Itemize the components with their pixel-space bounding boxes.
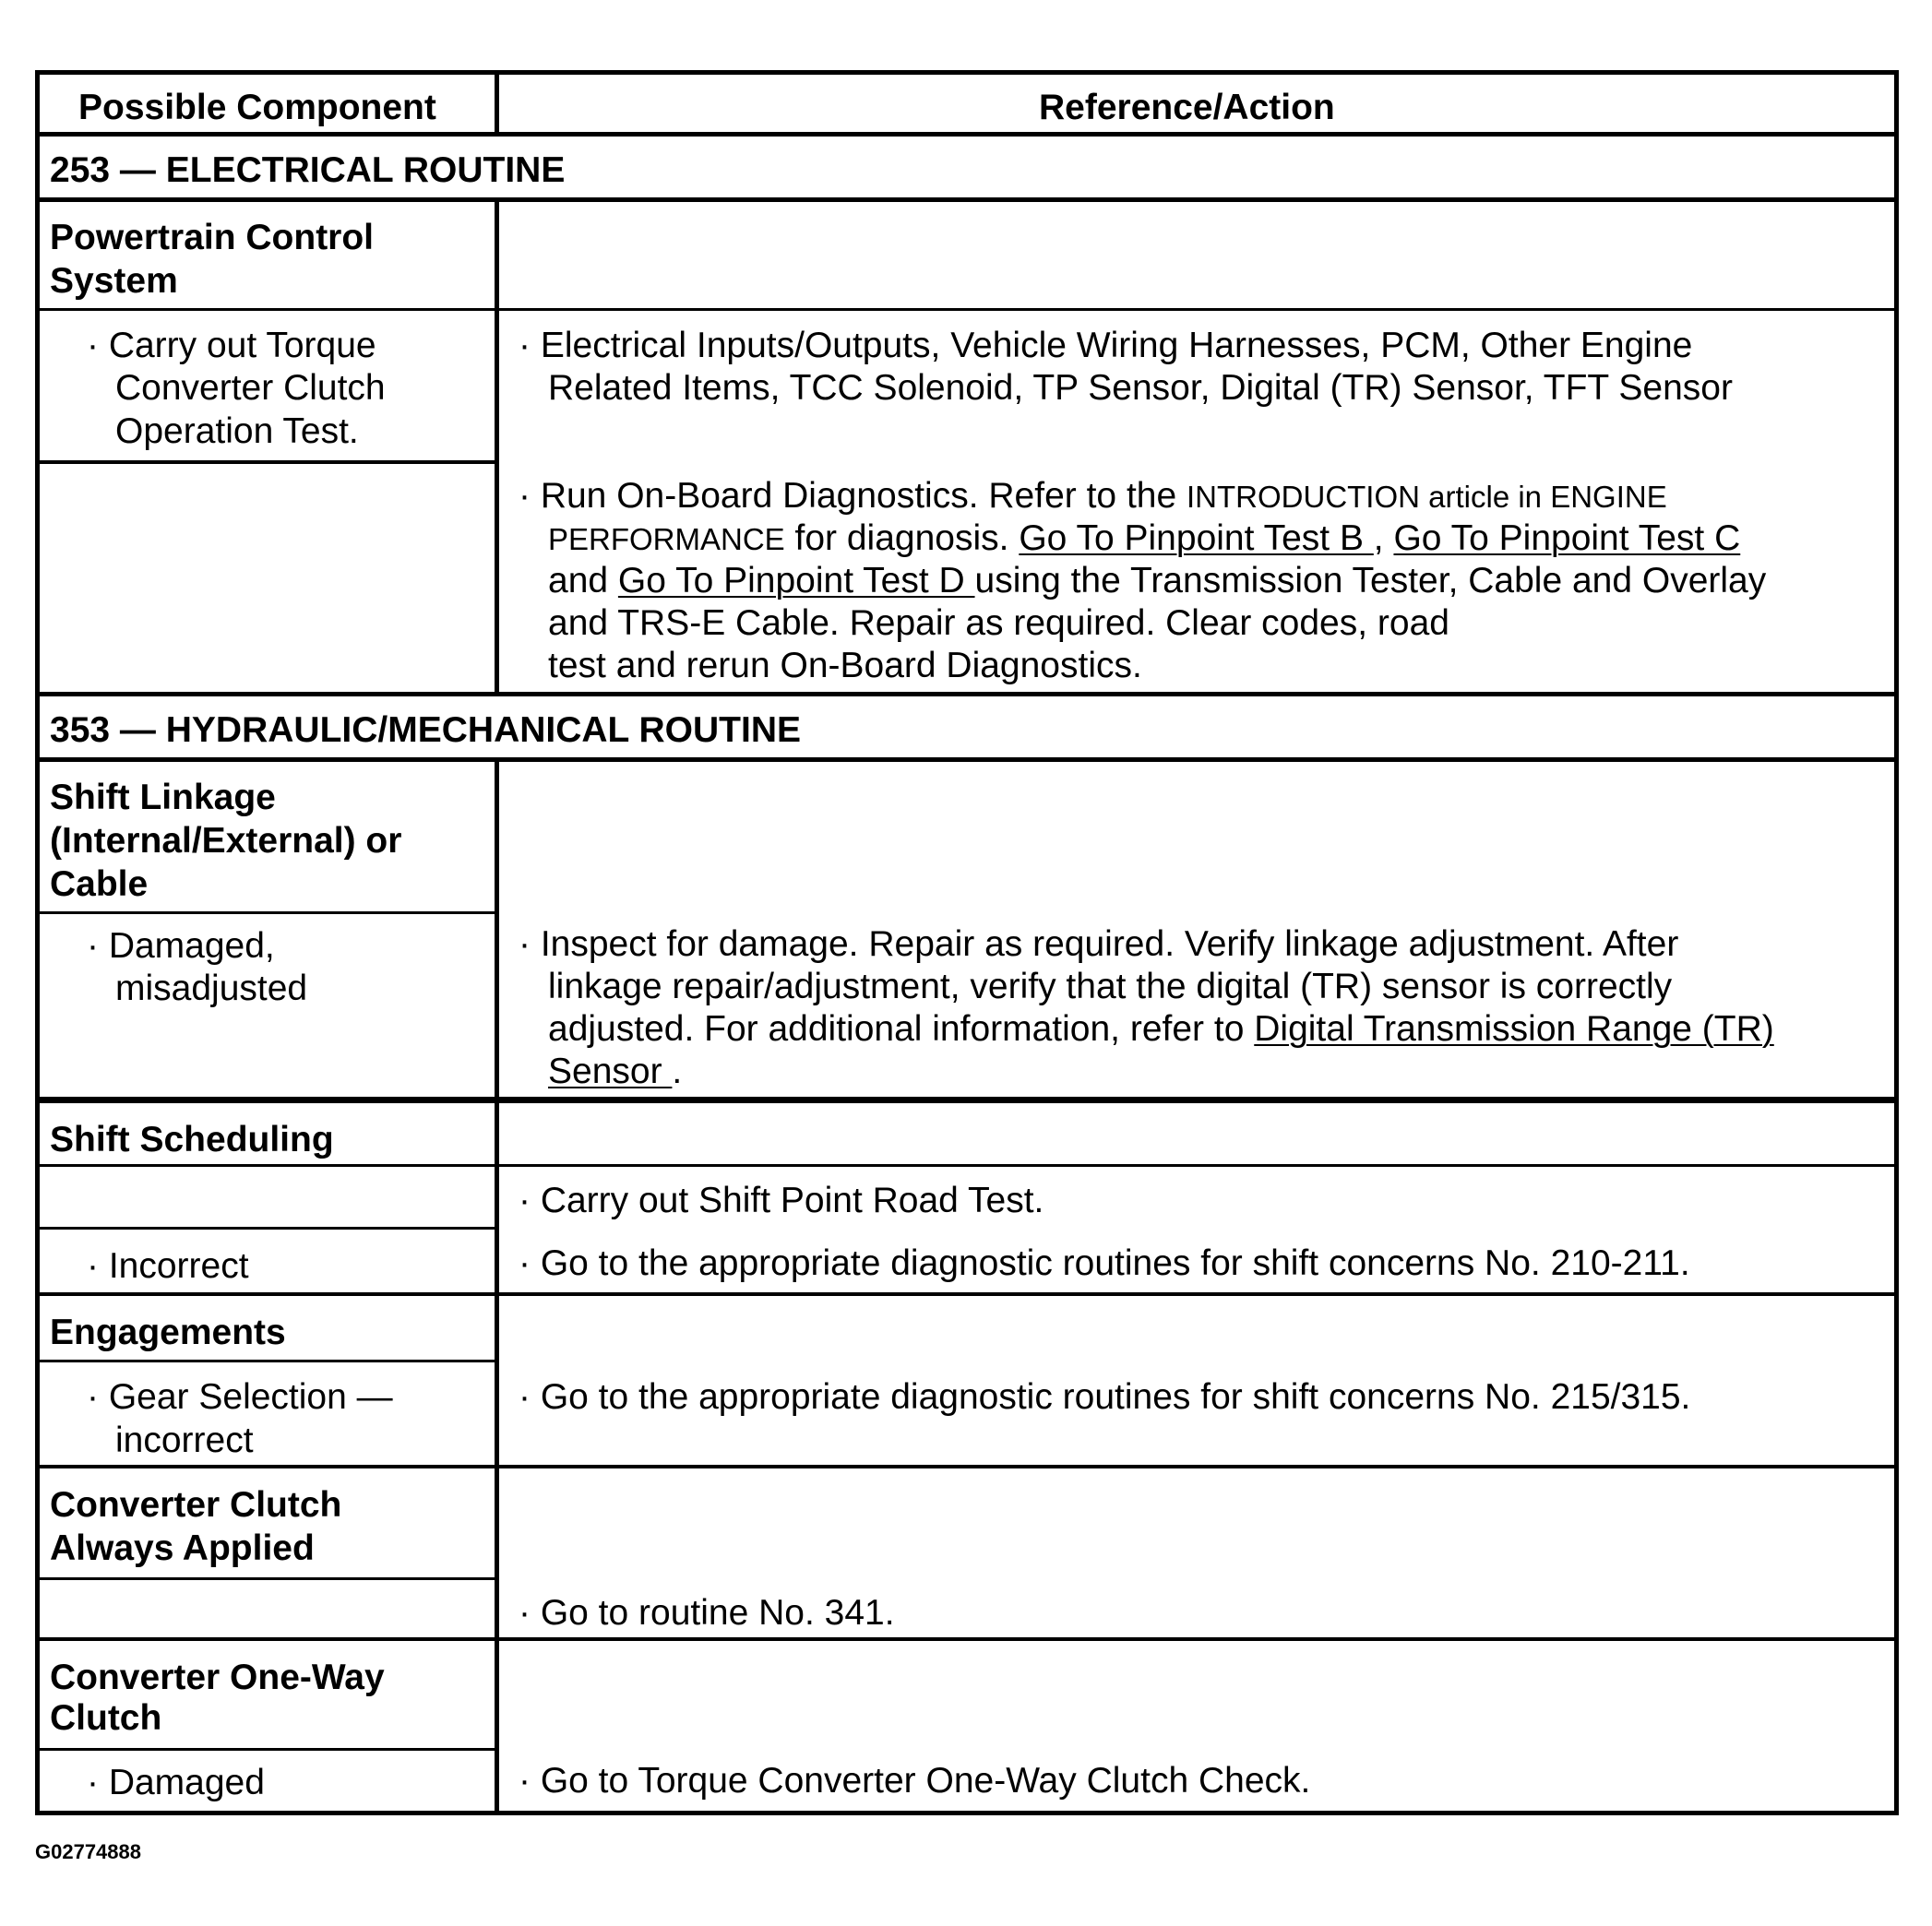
rule-sched-left	[35, 1227, 498, 1230]
rule-section-353	[35, 757, 1899, 762]
condition-tcc-line3: Operation Test.	[115, 411, 359, 451]
action-inspect-line2: linkage repair/adjustment, verify that the digital (TR) sensor is correctly	[548, 967, 1673, 1006]
component-powertrain-line2: System	[50, 261, 178, 301]
rule-sched-row	[35, 1164, 1899, 1167]
rule-converter-bottom	[35, 1637, 1899, 1641]
component-linkage-line2: (Internal/External) or	[50, 821, 402, 861]
section-title-253: 253 — ELECTRICAL ROUTINE	[50, 150, 566, 190]
action-inspect-line1: · Inspect for damage. Repair as required. Verify linkage adjustment. After	[519, 924, 1679, 964]
link-sensor[interactable]: Sensor	[548, 1052, 673, 1091]
action-electrical-line2: Related Items, TCC Solenoid, TP Sensor, Digital (TR) Sensor, TFT Sensor	[548, 368, 1733, 408]
component-one-way-clutch-line1: Converter One-Way	[50, 1658, 385, 1697]
action-inspect-line3	[548, 1007, 1774, 1051]
rule-converter-left	[35, 1577, 498, 1580]
action-obd-text3: using the Transmission Tester, Cable and Overlay	[974, 561, 1767, 600]
action-obd-text: · Run On-Board Diagnostics. Refer to the	[519, 476, 1187, 516]
condition-damaged-line1: · Damaged,	[87, 926, 275, 966]
action-obd-comma: ,	[1373, 518, 1394, 558]
link-digital-tr-sensor[interactable]: Digital Transmission Range (TR)	[1254, 1009, 1774, 1049]
condition-damaged-clutch: · Damaged	[87, 1763, 265, 1802]
action-obd-text2: for diagnosis.	[784, 518, 1020, 558]
rule-header	[35, 132, 1899, 137]
rule-engage-left	[35, 1360, 498, 1362]
rule-pcs-left	[35, 308, 498, 311]
link-pinpoint-test-b[interactable]: Go To Pinpoint Test B	[1019, 518, 1374, 558]
component-one-way-clutch-line2: Clutch	[50, 1698, 162, 1738]
link-pinpoint-test-c[interactable]: Go To Pinpoint Test C	[1393, 518, 1741, 558]
rule-tcc-left	[35, 460, 498, 464]
action-obd-line4: and TRS-E Cable. Repair as required. Clear codes, road	[548, 603, 1449, 643]
link-pinpoint-test-d[interactable]: Go To Pinpoint Test D	[617, 561, 975, 600]
action-obd-line5: test and rerun On-Board Diagnostics.	[548, 646, 1142, 685]
rule-col-header	[495, 70, 499, 137]
action-obd-and: and	[548, 561, 618, 600]
condition-gear-selection-line2: incorrect	[115, 1421, 254, 1460]
action-routines-215-315: · Go to the appropriate diagnostic routines for shift concerns No. 215/315.	[519, 1377, 1691, 1417]
action-electrical-line1: · Electrical Inputs/Outputs, Vehicle Wiring Harnesses, PCM, Other Engine	[519, 326, 1693, 365]
condition-incorrect: · Incorrect	[87, 1246, 249, 1286]
action-shift-point-test: · Carry out Shift Point Road Test.	[519, 1181, 1044, 1220]
action-inspect-period: .	[672, 1052, 683, 1091]
component-powertrain-line1: Powertrain Control	[50, 218, 375, 257]
action-obd-line2	[548, 517, 1740, 561]
action-one-way-clutch-check: · Go to Torque Converter One-Way Clutch Check.	[519, 1761, 1311, 1801]
header-component: Possible Component	[78, 88, 436, 127]
action-inspect-line4	[548, 1050, 682, 1093]
rule-oneway-left	[35, 1748, 498, 1751]
component-linkage-line1: Shift Linkage	[50, 778, 276, 817]
action-obd-line3	[548, 559, 1766, 602]
rule-col-253	[495, 197, 499, 696]
component-converter-clutch-line1: Converter Clutch	[50, 1485, 342, 1525]
action-inspect-text3: adjusted. For additional information, refer to	[548, 1009, 1255, 1049]
rule-scheduling-bottom	[35, 1292, 1899, 1296]
rule-section-353-top	[35, 692, 1899, 696]
condition-gear-selection-line1: · Gear Selection —	[87, 1377, 393, 1417]
action-obd-ref2: PERFORMANCE	[548, 522, 785, 556]
component-engagements: Engagements	[50, 1313, 286, 1352]
figure-id: G02774888	[35, 1840, 141, 1863]
action-obd-ref: INTRODUCTION article in ENGINE	[1187, 480, 1667, 514]
rule-engagements-bottom	[35, 1465, 1899, 1468]
rule-pcs-right	[498, 308, 1899, 311]
rule-linkage-left	[35, 911, 498, 914]
condition-tcc-line2: Converter Clutch	[115, 368, 386, 408]
action-routine-341: · Go to routine No. 341.	[519, 1593, 895, 1633]
component-linkage-line3: Cable	[50, 864, 149, 904]
header-action: Reference/Action	[1039, 88, 1335, 127]
rule-section-253	[35, 197, 1899, 202]
component-shift-scheduling: Shift Scheduling	[50, 1120, 334, 1159]
action-obd-line1	[519, 474, 1667, 518]
rule-col-353	[495, 757, 499, 1815]
action-routines-210-211: · Go to the appropriate diagnostic routines for shift concerns No. 210-211.	[519, 1243, 1690, 1283]
section-title-353: 353 — HYDRAULIC/MECHANICAL ROUTINE	[50, 710, 802, 750]
condition-tcc-line1: · Carry out Torque	[87, 326, 376, 365]
component-converter-clutch-line2: Always Applied	[50, 1528, 315, 1568]
condition-damaged-line2: misadjusted	[115, 969, 308, 1008]
rule-linkage-bottom	[35, 1097, 1899, 1103]
